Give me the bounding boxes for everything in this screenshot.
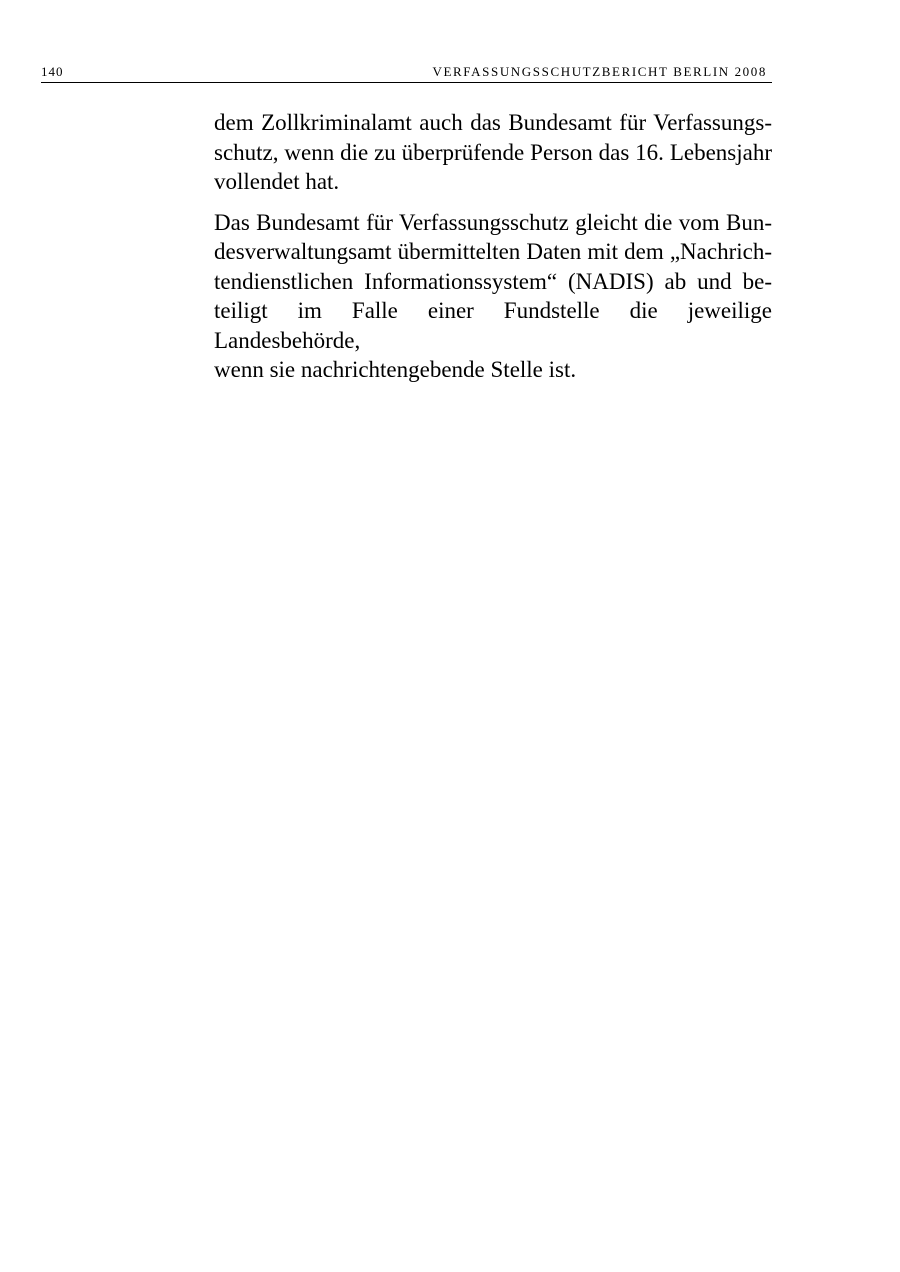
text-line: vollendet hat.	[214, 169, 340, 194]
body-text	[214, 108, 772, 385]
paragraph	[214, 108, 772, 197]
text-line: teiligt im Falle einer Fundstelle die jeweilige Landesbehörde,	[214, 298, 772, 353]
text-line: dem Zollkriminalamt auch das Bundesamt für Verfassungs-	[214, 110, 772, 135]
page-header	[41, 60, 772, 83]
text-line: tendienstlichen Informationssystem“ (NADIS) ab und be-	[214, 268, 772, 294]
text-line: wenn sie nachrichtengebende Stelle ist.	[214, 357, 577, 382]
paragraph	[214, 208, 772, 385]
page-number: 140	[41, 64, 64, 79]
text-line: schutz, wenn die zu überprüfende Person das 16. Lebensjahr	[214, 139, 772, 165]
running-title: VERFASSUNGSSCHUTZBERICHT BERLIN 2008	[432, 64, 767, 79]
text-line: Das Bundesamt für Verfassungsschutz gleicht die vom Bun-	[214, 209, 772, 235]
text-line: desverwaltungsamt übermittelten Daten mit dem „Nachrich-	[214, 239, 772, 264]
